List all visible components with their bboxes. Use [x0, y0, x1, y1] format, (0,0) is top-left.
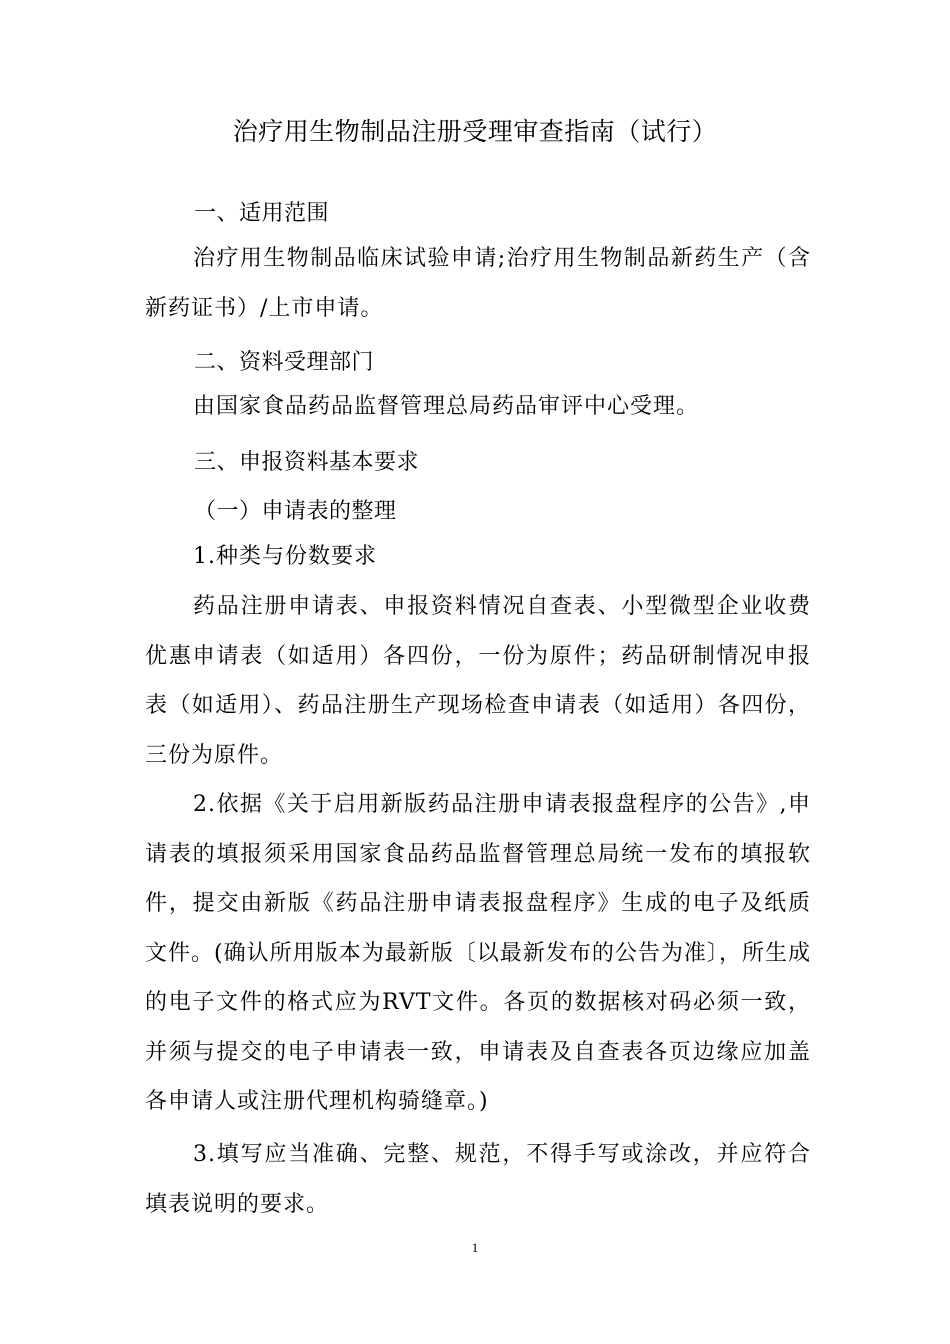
- subsection1-heading: （一）申请表的整理: [194, 499, 397, 524]
- section3-heading: 三、申报资料基本要求: [194, 450, 420, 475]
- section2-heading: 二、资料受理部门: [194, 350, 375, 375]
- item1-heading: 1.种类与份数要求: [193, 544, 377, 569]
- item1-text: 药品注册申请表、申报资料情况自查表、小型微型企业收费优惠申请表（如适用）各四份，一份为原件；药品研制情况申报表（如适用）、药品注册生产现场检查申请表（如适用）各四份，三份为原件。: [145, 594, 811, 768]
- document-title: 治疗用生物制品注册受理审查指南（试行）: [232, 117, 718, 146]
- section1-text: 治疗用生物制品临床试验申请;治疗用生物制品新药生产（含新药证书）/上市申请。: [145, 246, 811, 321]
- section2-text: 由国家食品药品监督管理总局药品审评中心受理。: [193, 394, 700, 419]
- section1-heading: 一、适用范围: [194, 201, 330, 226]
- page-number: 1: [471, 1240, 479, 1255]
- item3-text: 3.填写应当准确、完整、规范，不得手写或涂改，并应符合填表说明的要求。: [145, 1142, 811, 1217]
- item2-text: 2.依据《关于启用新版药品注册申请表报盘程序的公告》,申请表的填报须采用国家食品药品监督管理总局统一发布的填报软件，提交由新版《药品注册申请表报盘程序》生成的电子及纸质文件。(确认所用版本为最新版〔以最新发布的公告为准〕，所生成的电子文件的格式应为RVT文件。各页的数据核对码必须一致，并须与提交的电子申请表一致，申请表及自查表各页边缘应加盖各申请人或注册代理机构骑缝章。): [145, 792, 811, 1114]
